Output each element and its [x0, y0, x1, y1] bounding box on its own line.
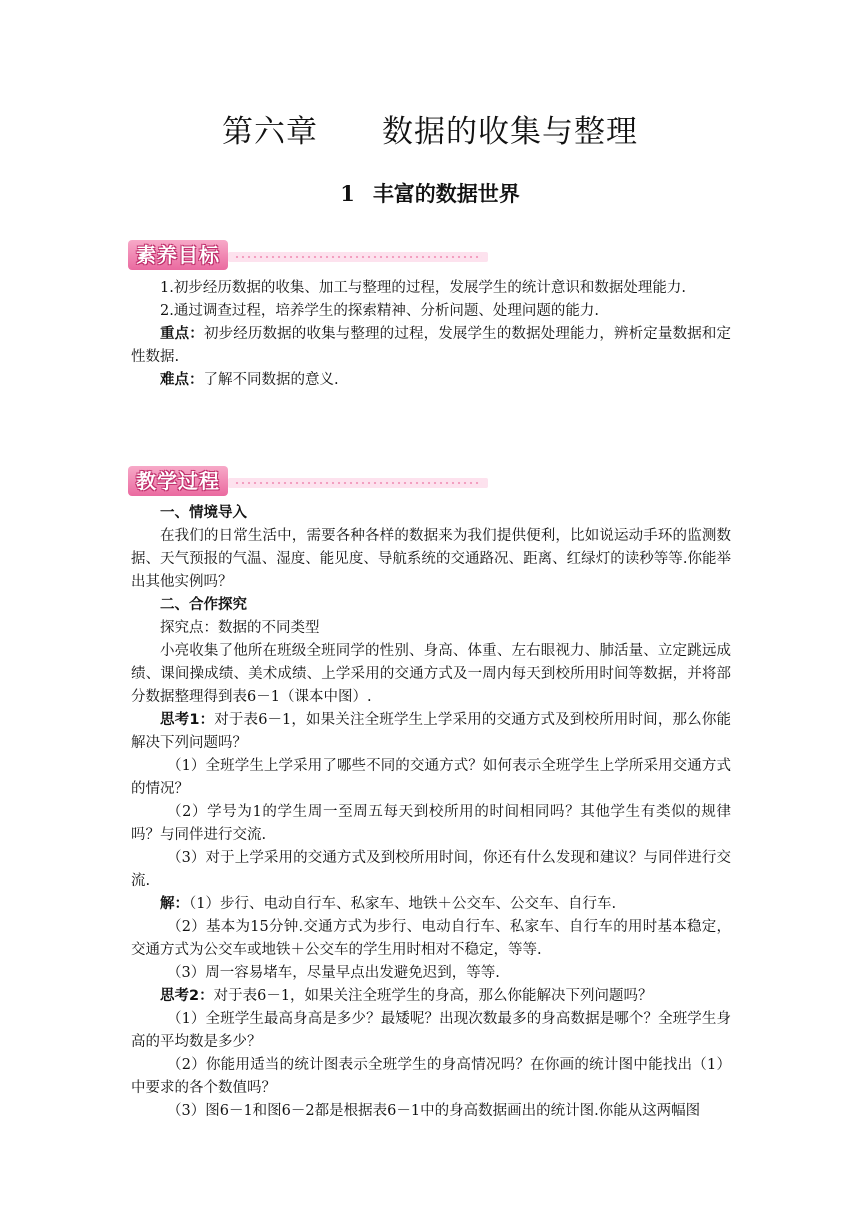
- difficulty-text: 了解不同数据的意义.: [203, 372, 339, 388]
- heading-intro: 一、情境导入: [160, 505, 247, 521]
- answer-label: 解：: [160, 896, 189, 912]
- banner-dotted-rule: [228, 252, 488, 262]
- answer-1: [131, 893, 731, 916]
- think-2-label: 思考2：: [160, 988, 214, 1004]
- key-point-text: 初步经历数据的收集与整理的过程，发展学生的数据处理能力，辨析定量数据和定性数据.: [131, 326, 731, 365]
- key-point: [131, 323, 731, 369]
- process-banner-label: 教学过程: [128, 466, 228, 496]
- think-1-text: 对于表6－1，如果关注全班学生上学采用的交通方式及到校所用时间，那么你能解决下列问题吗？: [131, 712, 731, 751]
- heading-explore: 二、合作探究: [160, 597, 247, 613]
- question-2-3: （3）图6－1和图6－2都是根据表6－1中的身高数据画出的统计图.你能从这两幅图: [167, 1103, 701, 1119]
- question-3: （3）对于上学采用的交通方式及到校所用时间，你还有什么发现和建议？与同伴进行交流.: [131, 850, 731, 889]
- goal-line-1: 1.初步经历数据的收集、加工与整理的过程，发展学生的统计意识和数据处理能力.: [160, 280, 686, 296]
- goal-line-2: 2.通过调查过程，培养学生的探索精神、分析问题、处理问题的能力.: [160, 303, 599, 319]
- goals-banner: [128, 240, 488, 272]
- question-2-1: （1）全班学生最高身高是多少？最矮呢？出现次数最多的身高数据是哪个？全班学生身高的平均数是多少？: [131, 1011, 731, 1050]
- think-1-label: 思考1：: [160, 712, 215, 728]
- process-section: [131, 502, 731, 1123]
- section-name: 丰富的数据世界: [372, 182, 520, 206]
- section-number: 1: [340, 181, 355, 206]
- question-2: （2）学号为1的学生周一至周五每天到校所用的时间相同吗？其他学生有类似的规律吗？与同伴进行交流.: [131, 804, 731, 843]
- question-1: （1）全班学生上学采用了哪些不同的交通方式？如何表示全班学生上学所采用交通方式的情况？: [131, 758, 731, 797]
- think-2: [131, 985, 731, 1008]
- goals-section: [131, 277, 731, 392]
- answer-3: （3）周一容易堵车，尽量早点出发避免迟到，等等.: [167, 965, 500, 981]
- difficulty-point: [131, 369, 731, 392]
- banner-dotted-rule: [228, 478, 488, 488]
- paragraph-data: 小亮收集了他所在班级全班同学的性别、身高、体重、左右眼视力、肺活量、立定跳远成绩、课间操成绩、美术成绩、上学采用的交通方式及一周内每天到校所用时间等数据，并将部分数据整理得到表6－1（课本中图）.: [131, 643, 731, 705]
- section-title: [0, 178, 860, 208]
- chapter-name: 数据的收集与整理: [382, 114, 638, 150]
- process-banner: [128, 466, 488, 498]
- think-2-text: 对于表6－1，如果关注全班学生的身高，那么你能解决下列问题吗？: [213, 988, 653, 1004]
- question-2-2: （2）你能用适当的统计图表示全班学生的身高情况吗？在你画的统计图中能找出（1）中要求的各个数值吗？: [131, 1057, 731, 1096]
- chapter-label: 第六章: [222, 114, 318, 150]
- paragraph-intro: 在我们的日常生活中，需要各种各样的数据来为我们提供便利，比如说运动手环的监测数据、天气预报的气温、湿度、能见度、导航系统的交通路况、距离、红绿灯的读秒等等.你能举出其他实例吗？: [131, 528, 731, 590]
- key-point-label: 重点：: [160, 326, 204, 342]
- difficulty-label: 难点：: [160, 372, 204, 388]
- explore-point: 探究点：数据的不同类型: [160, 620, 320, 636]
- chapter-title: [0, 106, 860, 151]
- goals-banner-label: 素养目标: [128, 240, 228, 270]
- think-1: [131, 709, 731, 755]
- answer-2: （2）基本为15分钟.交通方式为步行、电动自行车、私家车、自行车的用时基本稳定，交通方式为公交车或地铁＋公交车的学生用时相对不稳定，等等.: [131, 919, 731, 958]
- answer-1-text: （1）步行、电动自行车、私家车、地铁＋公交车、公交车、自行车.: [189, 896, 617, 912]
